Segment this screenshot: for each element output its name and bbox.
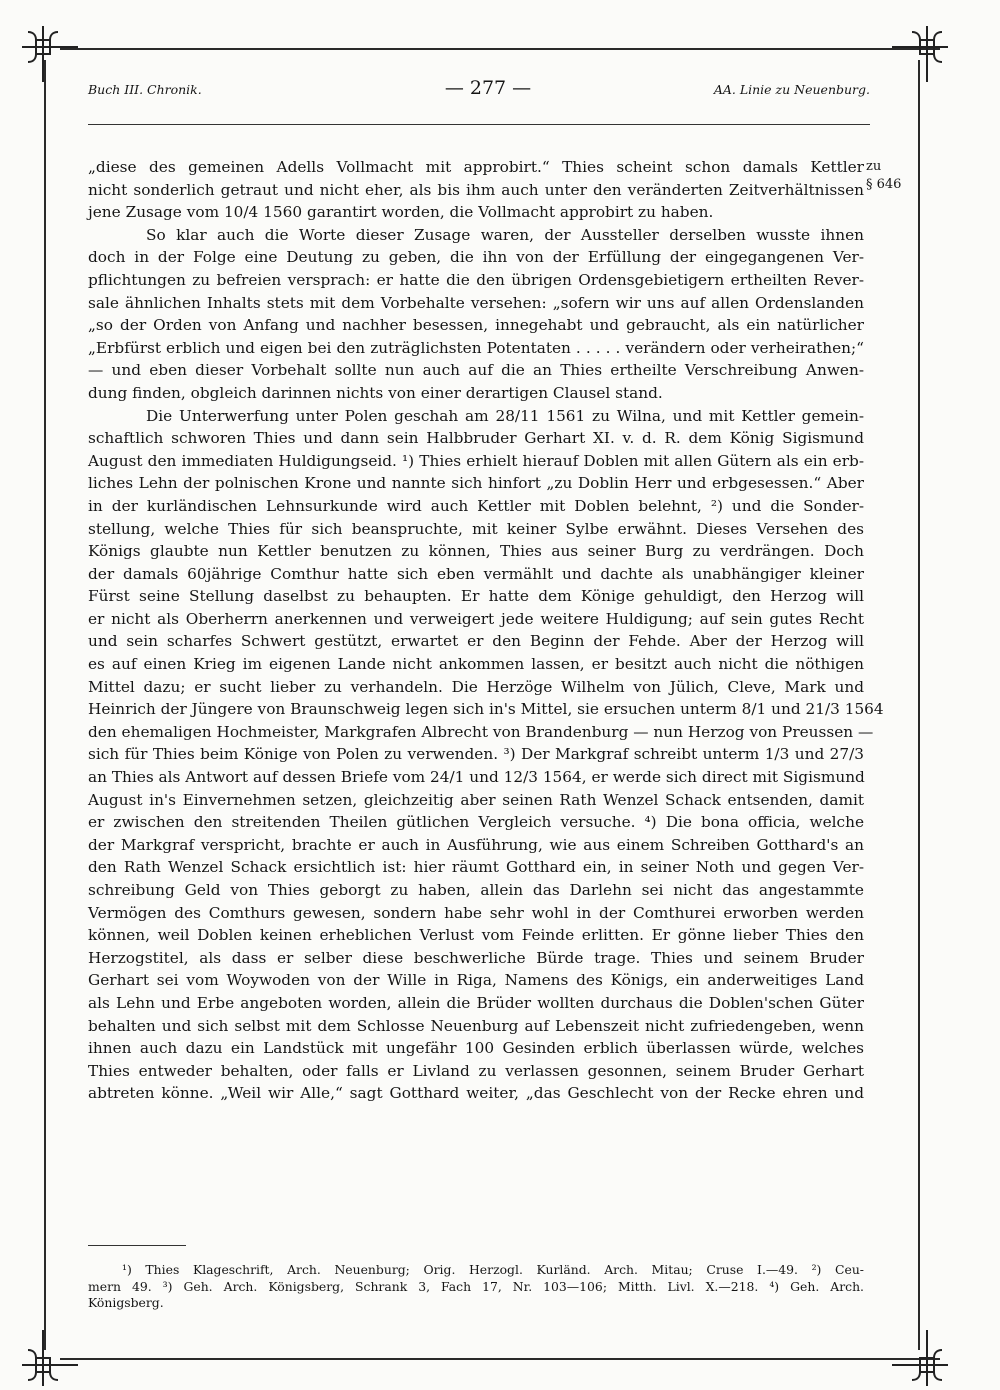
text-line: „diese des gemeinen Adells Vollmacht mit approbirt.“ Thies scheint schon damals Kettler: [88, 158, 864, 176]
text-line: den ehemaligen Hochmeister, Markgrafen Albrecht von Brandenburg — nun Herzog von Preussen —: [88, 722, 874, 741]
text-line: August den immediaten Huldigungseid. ¹) Thies erhielt hierauf Doblen mit allen Gütern als ein erb-: [88, 451, 864, 470]
text-line: Vermögen des Comthurs gewesen, sondern habe sehr wohl in der Comthurei erworben werden: [88, 903, 864, 922]
text-line: Mittel dazu; er sucht lieber zu verhandeln. Die Herzöge Wilhelm von Jülich, Cleve, Mark und: [88, 677, 864, 696]
text-line: den Rath Wenzel Schack ersichtlich ist: hier räumt Gotthard ein, in seiner Noth und gegen Ver-: [88, 858, 864, 877]
text-line: August in's Einvernehmen setzen, gleichzeitig aber seinen Rath Wenzel Schack entsenden, damit: [88, 790, 864, 809]
text-line: an Thies als Antwort auf dessen Briefe vom 24/1 und 12/3 1564, er werde sich direct mit Sigismund: [88, 768, 865, 787]
text-line: sich für Thies beim Könige von Polen zu verwenden. ³) Der Markgraf schreibt unterm 1/3 und 27/3: [88, 745, 864, 764]
text-line: behalten und sich selbst mit dem Schlosse Neuenburg auf Lebenszeit nicht zufriedengeben, wenn: [88, 1016, 864, 1035]
margin-note-section: § 646: [866, 177, 902, 192]
text-line: [88, 1105, 864, 1128]
text-line: Heinrich der Jüngere von Braunschweig legen sich in's Mittel, sie ersuchen unterm 8/1 und 21/3 1564: [88, 700, 884, 719]
text-line: Die Unterwerfung unter Polen geschah am 28/11 1561 zu Wilna, und mit Kettler gemein-: [146, 406, 864, 425]
text-line: jene Zusage vom 10/4 1560 garantirt worden, die Vollmacht approbirt zu haben.: [88, 203, 714, 222]
text-line: So klar auch die Worte dieser Zusage waren, der Aussteller derselben wusste ihnen: [146, 225, 864, 244]
header-left: Buch III. Chronik.: [88, 82, 202, 97]
footnote-line: mern 49. ³) Geh. Arch. Königsberg, Schrank 3, Fach 17, Nr. 103—106; Mitth. Livl. X.—218. ⁴) Geh. Arch.: [88, 1278, 864, 1294]
text-line: es auf einen Krieg im eigenen Lande nicht ankommen lassen, er besitzt auch nicht die nöthigen: [88, 655, 864, 674]
ornament-top-right-icon: [888, 22, 952, 86]
ornament-top-left-icon: [18, 22, 82, 86]
text-line: als Lehn und Erbe angeboten worden, allein die Brüder wollten durchaus die Doblen'schen Güter: [88, 993, 864, 1012]
footnotes: [88, 1262, 864, 1312]
text-line: dung finden, obgleich darinnen nichts von einer derartigen Clausel stand.: [88, 383, 663, 402]
text-line: Herzogstitel, als dass er selber diese beschwerliche Bürde trage. Thies und seinem Bruder: [88, 948, 864, 967]
frame-bottom-line: [60, 1358, 940, 1360]
text-line: „Erbfürst erblich und eigen bei den zuträglichsten Potentaten . . . . . verändern oder verheirathen;“: [88, 338, 864, 357]
ornament-bottom-right-icon: [888, 1326, 952, 1390]
text-line: Gerhart sei vom Woywoden von der Wille in Riga, Namens des Königs, ein anderweitiges Land: [88, 971, 864, 990]
text-line: abtreten könne. „Weil wir Alle,“ sagt Gotthard weiter, „das Geschlecht von der Recke ehren und: [88, 1084, 864, 1103]
text-line: er zwischen den streitenden Theilen gütlichen Vergleich versuche. ⁴) Die bona officia, welche: [88, 813, 864, 832]
text-line: „so der Orden von Anfang und nachher besessen, innegehabt und gebraucht, als ein natürlicher: [88, 316, 864, 335]
frame-right-line: [918, 60, 920, 1350]
text-line: Thies entweder behalten, oder falls er Livland zu verlassen gesonnen, seinem Bruder Gerhart: [88, 1061, 864, 1080]
text-line: ihnen auch dazu ein Landstück mit ungefähr 100 Gesinden erblich überlassen würde, welches: [88, 1039, 864, 1058]
text-line: er nicht als Oberherrn anerkennen und verweigert jede weitere Huldigung; auf sein gutes Recht: [88, 609, 864, 628]
text-line: Königs glaubte nun Kettler benutzen zu können, Thies aus seiner Burg zu verdrängen. Doch: [88, 542, 864, 561]
text-line: stellung, welche Thies für sich beanspruchte, mit keiner Sylbe erwähnt. Dieses Versehen des: [88, 519, 864, 538]
text-line: in der kurländischen Lehnsurkunde wird auch Kettler mit Doblen belehnt, ²) und die Sonder-: [88, 496, 864, 515]
frame-top-line: [60, 48, 940, 50]
ornament-bottom-left-icon: [18, 1326, 82, 1390]
footnote-rule: [88, 1245, 186, 1246]
margin-note-top: zu: [866, 159, 882, 174]
running-header: [88, 77, 870, 120]
text-line: Fürst seine Stellung daselbst zu behaupten. Er hatte dem Könige gehuldigt, den Herzog will: [88, 587, 864, 606]
frame-left-line: [44, 60, 46, 1350]
text-line: können, weil Doblen keinen erheblichen Verlust vom Feinde erlitten. Er gönne lieber Thies den: [88, 926, 864, 945]
text-line: nicht sonderlich getraut und nicht eher, als bis ihm auch unter den veränderten Zeitverhältnissen: [88, 180, 864, 199]
text-line: der Markgraf verspricht, brachte er auch in Ausführung, wie aus einem Schreiben Gotthard's an: [88, 835, 864, 854]
text-line: schaftlich schworen Thies und dann sein Halbbruder Gerhart XI. v. d. R. dem König Sigismund: [88, 429, 864, 448]
text-line: der damals 60jährige Comthur hatte sich eben vermählt und dachte als unabhängiger kleiner: [88, 564, 864, 583]
header-right: AA. Linie zu Neuenburg.: [713, 82, 870, 97]
text-line: — und eben dieser Vorbehalt sollte nun auch auf die an Thies ertheilte Verschreibung Anwen-: [88, 361, 864, 380]
text-line: doch in der Folge eine Deutung zu geben, die ihn von der Erfüllung der eingegangenen Ver-: [88, 248, 864, 267]
text-line: schreibung Geld von Thies geborgt zu haben, allein das Darlehn sei nicht das angestammte: [88, 881, 864, 899]
text-line: sale ähnlichen Inhalts stets mit dem Vorbehalte versehen: „sofern wir uns auf allen Ordenslanden: [88, 293, 864, 312]
text-line: liches Lehn der polnischen Krone und nannte sich hinfort „zu Doblin Herr und erbgesessen.“ Aber: [88, 474, 864, 493]
footnote-line: ¹) Thies Klageschrift, Arch. Neuenburg; Orig. Herzogl. Kurländ. Arch. Mitau; Cruse I.—49. ²) Ceu-: [122, 1262, 864, 1277]
text-line: und sein scharfes Schwert gestützt, erwartet er den Beginn der Fehde. Aber der Herzog will: [88, 632, 864, 651]
header-rule: [88, 124, 870, 125]
text-line: pflichtungen zu befreien versprach: er hatte die den übrigen Ordensgebietigern ertheilten Rever-: [88, 270, 864, 289]
page-number: — 277 —: [444, 77, 532, 99]
footnote-line: Königsberg.: [88, 1295, 164, 1310]
